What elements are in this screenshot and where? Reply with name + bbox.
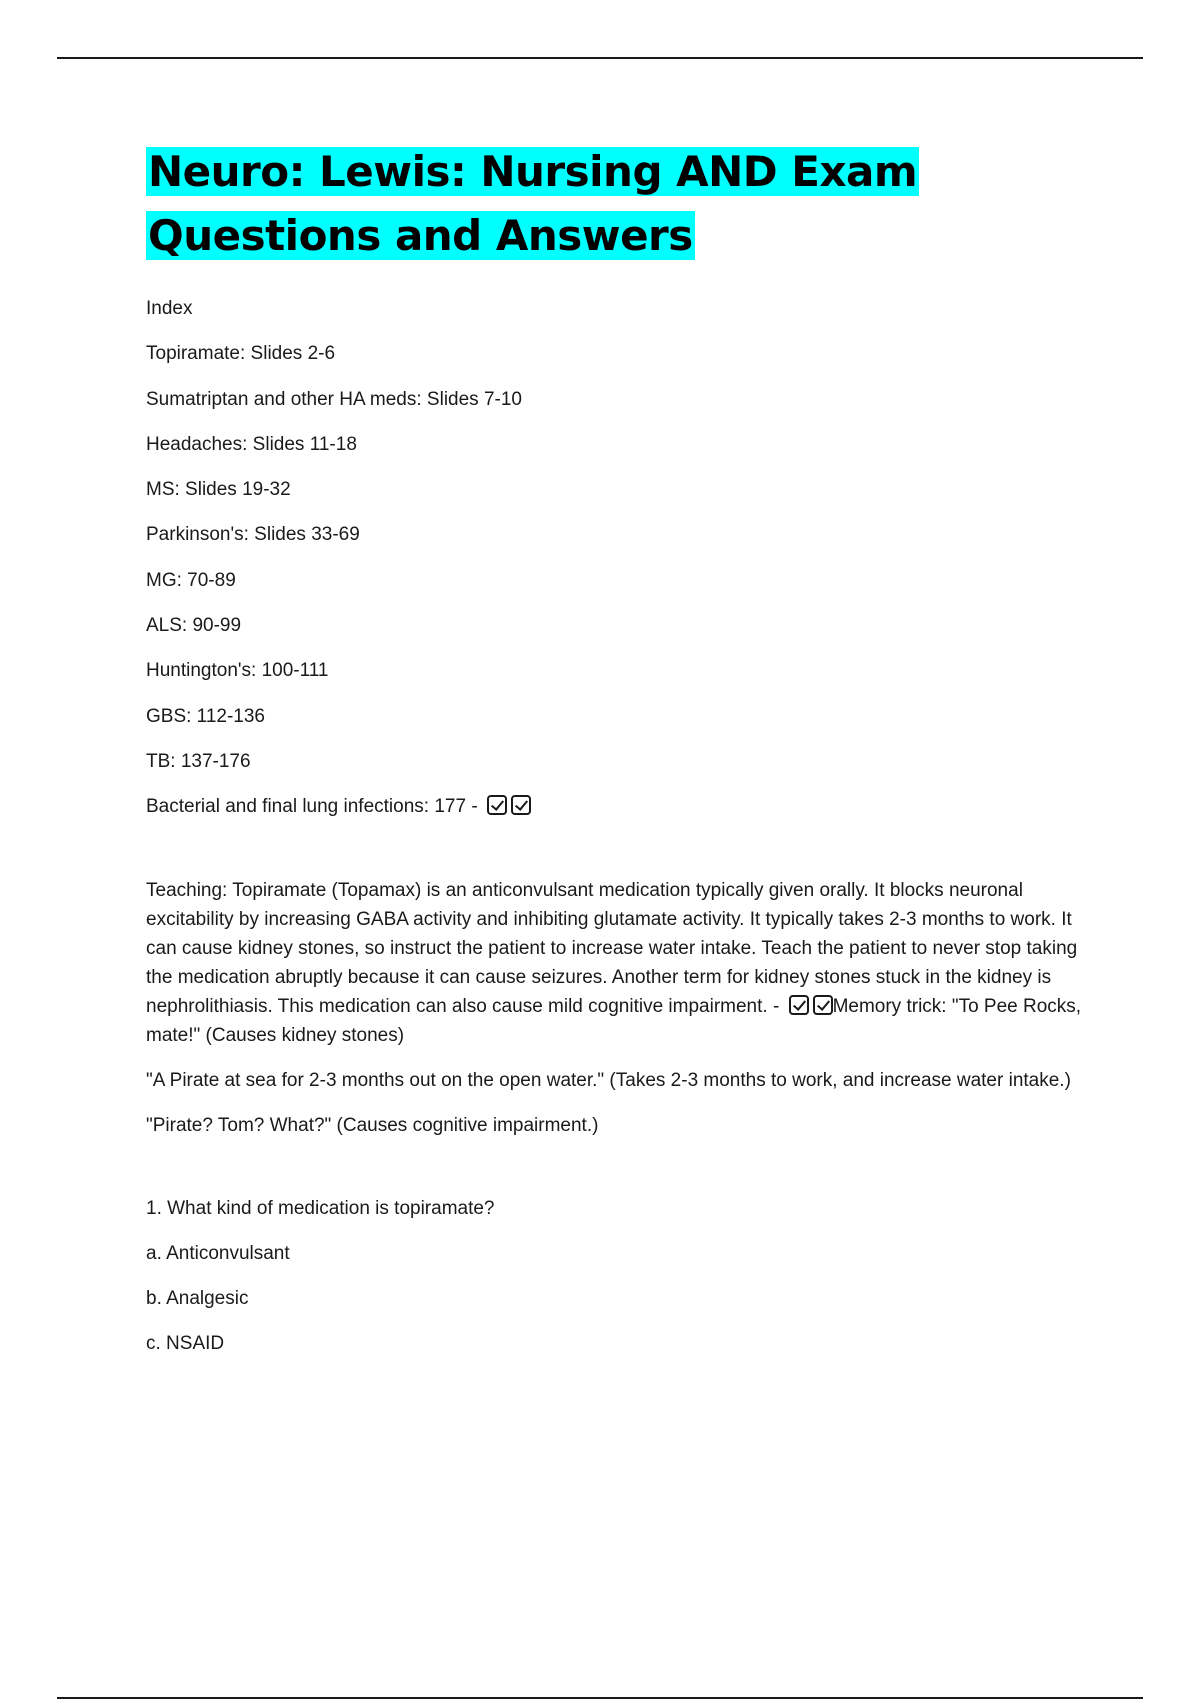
checked-box-icon bbox=[813, 995, 833, 1015]
answer-options bbox=[146, 1231, 1086, 1367]
pirate-tom-line: "Pirate? Tom? What?" (Causes cognitive impairment.) bbox=[146, 1114, 599, 1136]
top-rule bbox=[57, 57, 1143, 59]
document-body bbox=[146, 140, 1086, 1367]
index-item: TB: 137-176 bbox=[146, 750, 251, 772]
index-item: MS: Slides 19-32 bbox=[146, 479, 291, 501]
question-1: 1. What kind of medication is topiramate? bbox=[146, 1197, 495, 1219]
index-item: Huntington's: 100-111 bbox=[146, 660, 329, 682]
bottom-rule bbox=[57, 1697, 1143, 1699]
index-item: Headaches: Slides 11-18 bbox=[146, 433, 357, 455]
index-item: ALS: 90-99 bbox=[146, 615, 242, 637]
index-item-label: Bacterial and final lung infections: 177 - bbox=[146, 796, 478, 818]
index-item: MG: 70-89 bbox=[146, 569, 236, 591]
index-item: Topiramate: Slides 2-6 bbox=[146, 343, 336, 365]
teaching-paragraph bbox=[146, 876, 1086, 1050]
index-item: Sumatriptan and other HA meds: Slides 7-10 bbox=[146, 388, 522, 410]
index-heading: Index bbox=[146, 298, 193, 319]
index-list bbox=[146, 286, 1086, 830]
title-highlight: Neuro: Lewis: Nursing AND Exam Questions and Answers bbox=[148, 147, 918, 260]
answer-option-c: c. NSAID bbox=[146, 1333, 225, 1355]
index-item: Parkinson's: Slides 33-69 bbox=[146, 524, 360, 546]
index-item: GBS: 112-136 bbox=[146, 705, 266, 727]
answer-option-b: b. Analgesic bbox=[146, 1288, 249, 1310]
checked-box-icon bbox=[487, 795, 507, 815]
checked-box-icon bbox=[511, 795, 531, 815]
document-title bbox=[146, 140, 1086, 268]
memory-trick: Memory trick: "To Pee Rocks, mate!" (Causes kidney stones) bbox=[146, 995, 1082, 1046]
answer-option-a: a. Anticonvulsant bbox=[146, 1242, 290, 1264]
pirate-line: "A Pirate at sea for 2-3 months out on the open water." (Takes 2-3 months to work, and increase water intake.) bbox=[146, 1069, 1071, 1091]
checked-box-icon bbox=[789, 995, 809, 1015]
teaching-text: Teaching: Topiramate (Topamax) is an anticonvulsant medication typically given orally. It blocks neuronal excitability by increasing GABA activity and inhibiting glutamate activity. It typically takes 2-3 months to work. It can cause kidney stones, so instruct the patient to increase water intake. Teach the patient to never stop taking the medication abruptly because it can cause seizures. Another term for kidney stones stuck in the kidney is nephrolithiasis. This medication can also cause mild cognitive impairment. - bbox=[146, 879, 1078, 1017]
index-item-last bbox=[146, 784, 1086, 829]
